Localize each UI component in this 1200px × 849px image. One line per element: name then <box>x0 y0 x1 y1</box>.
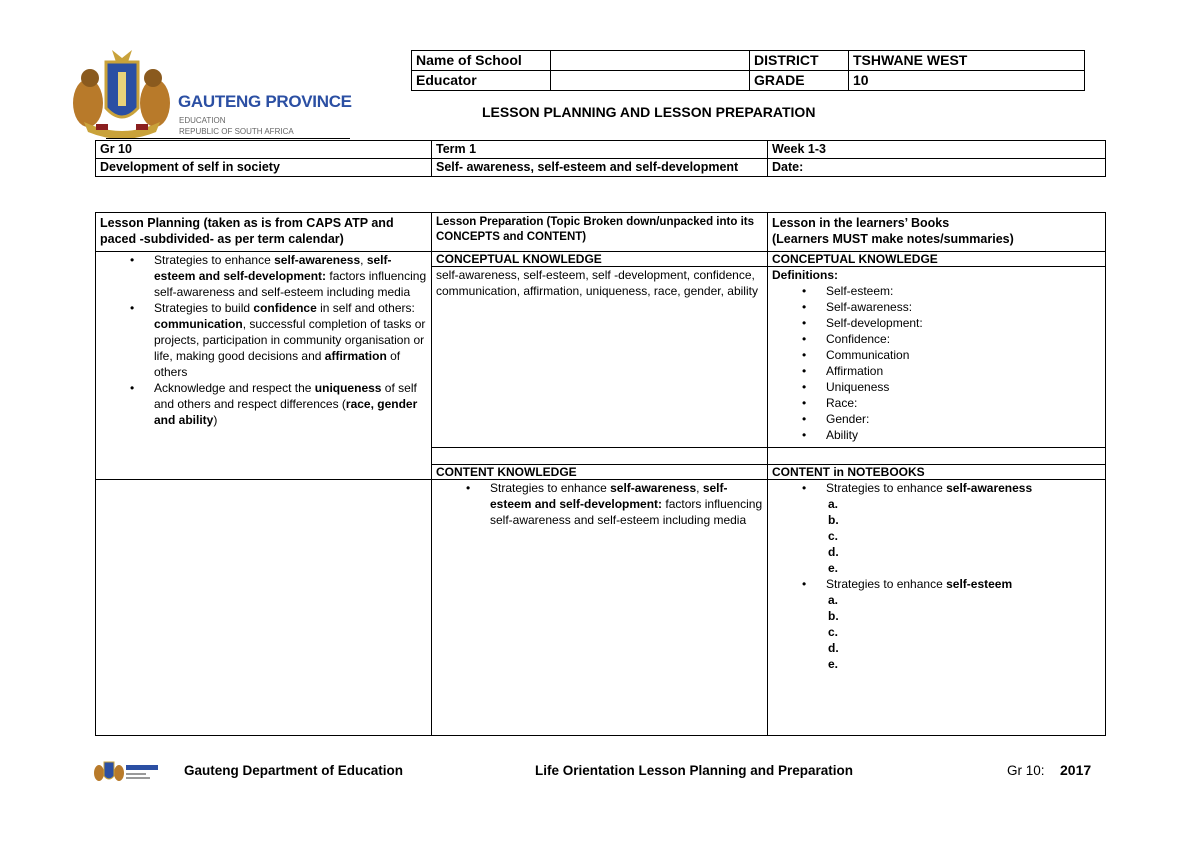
empty-cell <box>768 447 1106 464</box>
content-knowledge-cell <box>432 480 768 736</box>
district-label: DISTRICT <box>750 51 849 71</box>
term-table <box>95 140 1106 177</box>
province-name: GAUTENG PROVINCE <box>178 92 352 111</box>
list-item: • Strategies to enhance self-awareness, self-esteem and self-development: factors influencing self-awareness and self-esteem including media <box>490 480 763 528</box>
preparation-header: Lesson Preparation (Topic Broken down/unpacked into its CONCEPTS and CONTENT) <box>432 213 768 252</box>
planning-continued <box>96 480 432 736</box>
list-item: • Strategies to build confidence in self and others: communication, successful completion of tasks or projects, participation in community organisation or life, making good decisions and affirmation of others <box>154 300 427 380</box>
list-item: • Strategies to enhance self-awareness <box>826 480 1101 496</box>
notebooks-cell <box>768 480 1106 736</box>
sub-item: e. <box>828 657 839 672</box>
sub-item: d. <box>828 641 839 656</box>
lesson-plan-table <box>95 212 1106 736</box>
learners-books-title: Lesson in the learners’ Books <box>772 216 950 230</box>
list-item: • Ability <box>826 427 1101 443</box>
list-item: • Communication <box>826 347 1101 363</box>
educator-value <box>551 71 750 91</box>
content-list <box>436 480 763 528</box>
sub-item: b. <box>828 513 839 528</box>
conceptual-knowledge-label-books: CONCEPTUAL KNOWLEDGE <box>768 251 1106 266</box>
logo-divider <box>106 138 350 139</box>
conceptual-text: self-awareness, self-esteem, self -development, confidence, communication, affirmation, uniqueness, race, gender, ability <box>432 266 768 447</box>
conceptual-knowledge-label: CONCEPTUAL KNOWLEDGE <box>432 251 768 266</box>
list-item: • Self-awareness: <box>826 299 1101 315</box>
school-label: Name of School <box>412 51 551 71</box>
week-cell: Week 1-3 <box>768 141 1106 159</box>
list-item: • Uniqueness <box>826 379 1101 395</box>
definitions-list <box>772 283 1101 443</box>
school-info-table <box>411 50 1085 91</box>
footer-logo-icon <box>92 758 180 784</box>
sub-item: e. <box>828 561 839 576</box>
topic-cell: Development of self in society <box>96 159 432 177</box>
empty-cell <box>432 447 768 464</box>
country-name: REPUBLIC OF SOUTH AFRICA <box>179 127 294 136</box>
grade-label: GRADE <box>750 71 849 91</box>
list-item: • Acknowledge and respect the uniqueness of self and others and respect differences (race, gender and ability) <box>154 380 427 428</box>
dept-name: EDUCATION <box>179 116 226 125</box>
school-value <box>551 51 750 71</box>
list-item: • Gender: <box>826 411 1101 427</box>
sub-item: c. <box>828 625 839 640</box>
notebook-list-2 <box>772 576 1101 592</box>
notebook-sublist-2 <box>772 592 1101 672</box>
definitions-cell <box>768 266 1106 447</box>
list-item: • Self-esteem: <box>826 283 1101 299</box>
sub-item: d. <box>828 545 839 560</box>
notebook-sublist-1 <box>772 496 1101 576</box>
sub-item: c. <box>828 529 839 544</box>
notebook-list <box>772 480 1101 496</box>
term-cell: Term 1 <box>432 141 768 159</box>
planning-list <box>100 252 427 428</box>
list-item: • Self-development: <box>826 315 1101 331</box>
grade-value: 10 <box>849 71 1085 91</box>
footer-org: Gauteng Department of Education <box>184 763 404 778</box>
subtopic-cell: Self- awareness, self-esteem and self-development <box>432 159 768 177</box>
content-knowledge-label: CONTENT KNOWLEDGE <box>432 464 768 479</box>
district-value: TSHWANE WEST <box>849 51 1085 71</box>
list-item: • Confidence: <box>826 331 1101 347</box>
sub-item: b. <box>828 609 839 624</box>
page-title: LESSON PLANNING AND LESSON PREPARATION <box>482 104 816 120</box>
planning-header: Lesson Planning (taken as is from CAPS ATP and paced -subdivided- as per term calendar) <box>96 213 432 252</box>
footer-year: 2017 <box>1060 762 1092 778</box>
sub-item: a. <box>828 497 839 512</box>
planning-content <box>96 251 432 479</box>
list-item: • Race: <box>826 395 1101 411</box>
learners-books-subtitle: (Learners MUST make notes/summaries) <box>772 232 1014 246</box>
date-cell: Date: <box>768 159 1106 177</box>
footer-grade: Gr 10: <box>1007 763 1045 778</box>
footer-title: Life Orientation Lesson Planning and Preparation <box>535 763 854 778</box>
gauteng-logo <box>66 48 356 140</box>
educator-label: Educator <box>412 71 551 91</box>
sub-item: a. <box>828 593 839 608</box>
list-item: • Strategies to enhance self-awareness, self-esteem and self-development: factors influencing self-awareness and self-esteem including media <box>154 252 427 300</box>
content-notebooks-label: CONTENT in NOTEBOOKS <box>768 464 1106 479</box>
learners-books-header <box>768 213 1106 252</box>
grade-cell: Gr 10 <box>96 141 432 159</box>
list-item: • Affirmation <box>826 363 1101 379</box>
definitions-label: Definitions: <box>772 267 838 282</box>
page-footer <box>92 758 1102 784</box>
list-item: • Strategies to enhance self-esteem <box>826 576 1101 592</box>
